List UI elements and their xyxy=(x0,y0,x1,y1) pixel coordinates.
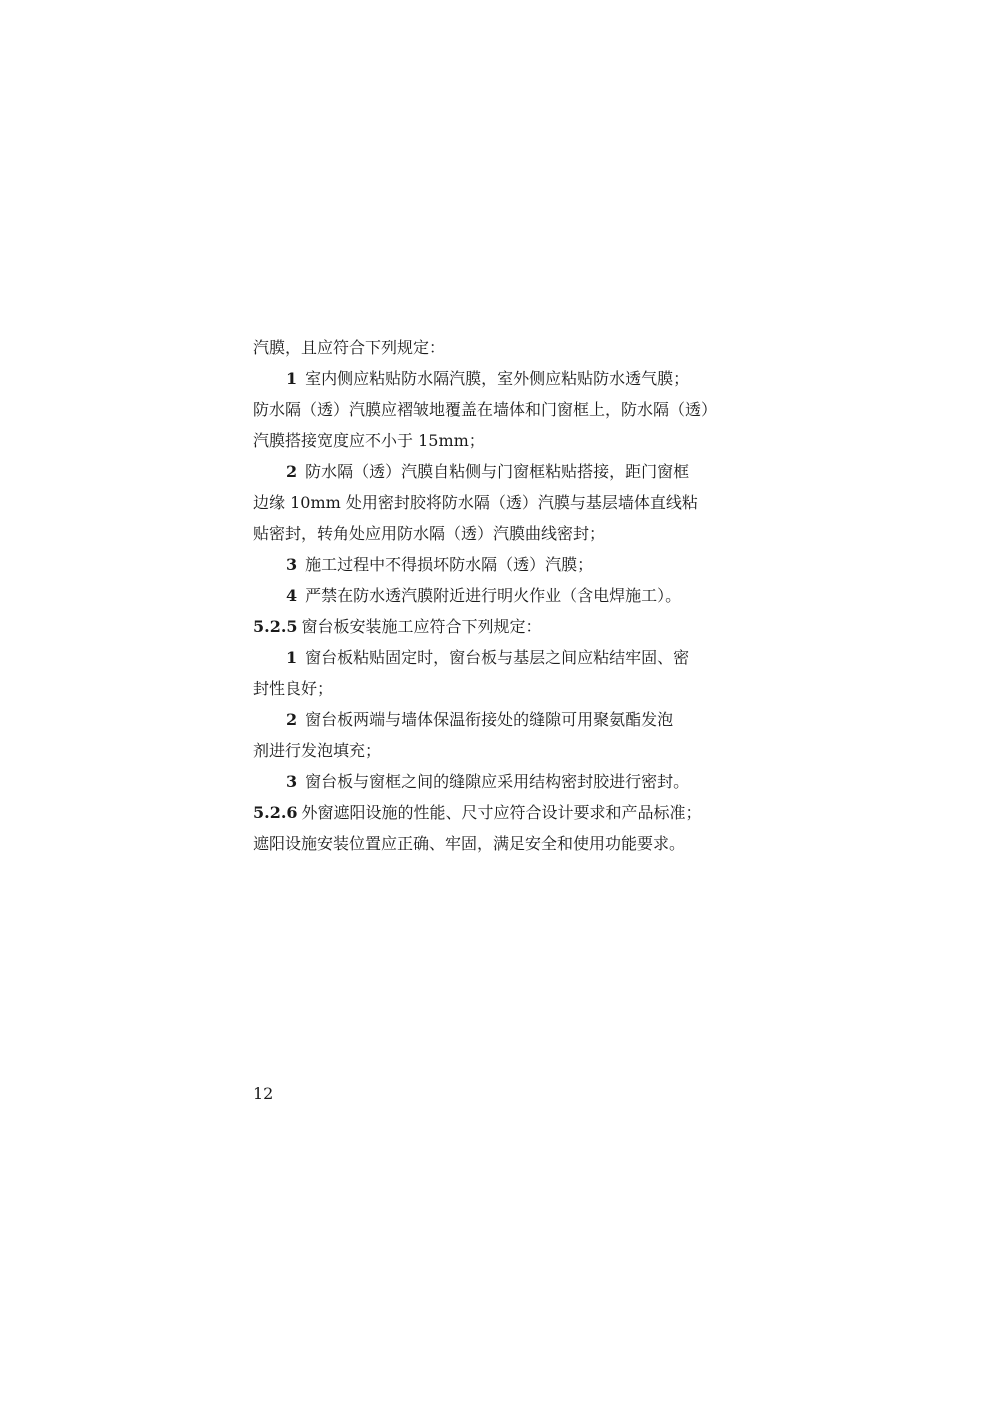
item-text: 窗台板与窗框之间的缝隙应采用结构密封胶进行密封。 xyxy=(305,772,690,791)
section-5-2-6 xyxy=(253,797,728,828)
paragraph-line: 剂进行发泡填充； xyxy=(253,741,382,760)
item-number: 1 xyxy=(286,369,298,388)
paragraph-line: 汽膜，且应符合下列规定： xyxy=(253,338,446,357)
sub-item-2 xyxy=(253,704,728,735)
paragraph-line: 边缘 10mm 处用密封胶将防水隔（透）汽膜与基层墙体直线粘 xyxy=(253,493,698,512)
item-text: 窗台板粘贴固定时，窗台板与基层之间应粘结牢固、密 xyxy=(305,648,690,667)
list-item-4 xyxy=(253,580,728,611)
item-text: 施工过程中不得损坏防水隔（透）汽膜； xyxy=(305,555,594,574)
paragraph-line: 贴密封，转角处应用防水隔（透）汽膜曲线密封； xyxy=(253,524,606,543)
sub-item-3 xyxy=(253,766,728,797)
item-text: 窗台板两端与墙体保温衔接处的缝隙可用聚氨酯发泡 xyxy=(305,710,674,729)
page-number: 12 xyxy=(253,1084,274,1103)
item-number: 1 xyxy=(286,648,298,667)
section-text: 窗台板安装施工应符合下列规定： xyxy=(301,617,542,636)
item-text: 室内侧应粘贴防水隔汽膜，室外侧应粘贴防水透气膜； xyxy=(305,369,690,388)
paragraph-line: 遮阳设施安装位置应正确、牢固，满足安全和使用功能要求。 xyxy=(253,834,686,853)
sub-item-1 xyxy=(253,642,728,673)
item-number: 2 xyxy=(286,710,298,729)
paragraph-line: 汽膜搭接宽度应不小于 15mm； xyxy=(253,431,485,450)
list-item-3 xyxy=(253,549,728,580)
item-number: 3 xyxy=(286,772,298,791)
item-number: 4 xyxy=(286,586,298,605)
item-number: 2 xyxy=(286,462,298,481)
paragraph-line: 防水隔（透）汽膜应褶皱地覆盖在墙体和门窗框上，防水隔（透） xyxy=(253,400,718,419)
section-5-2-5 xyxy=(253,611,728,642)
item-text: 防水隔（透）汽膜自粘侧与门窗框粘贴搭接，距门窗框 xyxy=(305,462,690,481)
section-number: 5.2.5 xyxy=(253,617,298,636)
document-body xyxy=(253,332,728,859)
section-text: 外窗遮阳设施的性能、尺寸应符合设计要求和产品标准； xyxy=(301,803,702,822)
list-item-2 xyxy=(253,456,728,487)
item-text: 严禁在防水透汽膜附近进行明火作业（含电焊施工）。 xyxy=(305,586,682,605)
paragraph-line: 封性良好； xyxy=(253,679,334,698)
section-number: 5.2.6 xyxy=(253,803,298,822)
list-item-1 xyxy=(253,363,728,394)
item-number: 3 xyxy=(286,555,298,574)
